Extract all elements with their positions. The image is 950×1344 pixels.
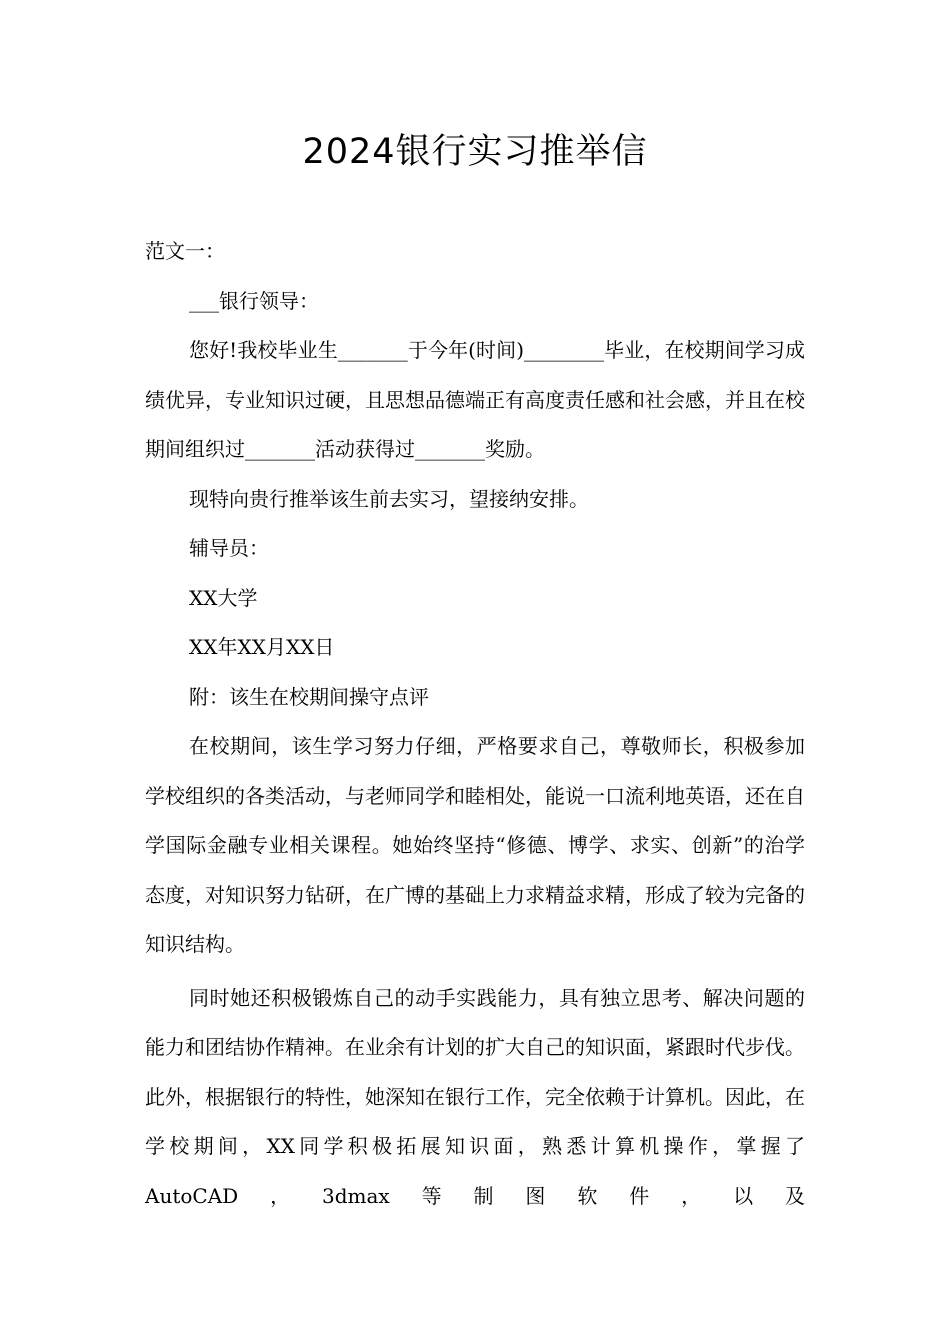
paragraph-2: 现特向贵行推举该生前去实习，望接纳安排。 <box>189 486 589 511</box>
document-title: 2024银行实习推举信 <box>302 132 648 172</box>
salutation: ___银行领导： <box>189 288 319 313</box>
signer-role: 辅导员： <box>189 536 269 560</box>
school-name: XX大学 <box>189 585 258 610</box>
sample-label: 范文一： <box>145 239 225 263</box>
paragraph-3: 在校期间，该生学习努力仔细，严格要求自己，尊敬师长，积极参加学校组织的各类活动，与老师同学和睦相处，能说一口流利地英语，还在自学国际金融专业相关课程。她始终坚持“修德、博学、求实、创新”的治学态度，对知识努力钻研，在广博的基础上力求精益求精，形成了较为完备的知识结构。 <box>145 734 805 956</box>
appendix-title: 附：该生在校期间操守点评 <box>189 684 429 709</box>
paragraph-4: 同时她还积极锻炼自己的动手实践能力，具有独立思考、解决问题的能力和团结协作精神。在业余有计划的扩大自己的知识面，紧跟时代步伐。此外，根据银行的特性，她深知在银行工作，完全依赖于计算机。因此，在学校期间，XX同学积极拓展知识面，熟悉计算机操作，掌握了AutoCAD，3dmax等制图软件，以及 <box>145 985 805 1208</box>
document-body <box>145 227 805 1221</box>
letter-date: XX年XX月XX日 <box>189 635 335 659</box>
paragraph-1: 您好!我校毕业生_______于今年(时间)________毕业，在校期间学习成绩优异，专业知识过硬，且思想品德端正有高度责任感和社会感，并且在校期间组织过_______活动获得过_______奖励。 <box>145 338 805 461</box>
